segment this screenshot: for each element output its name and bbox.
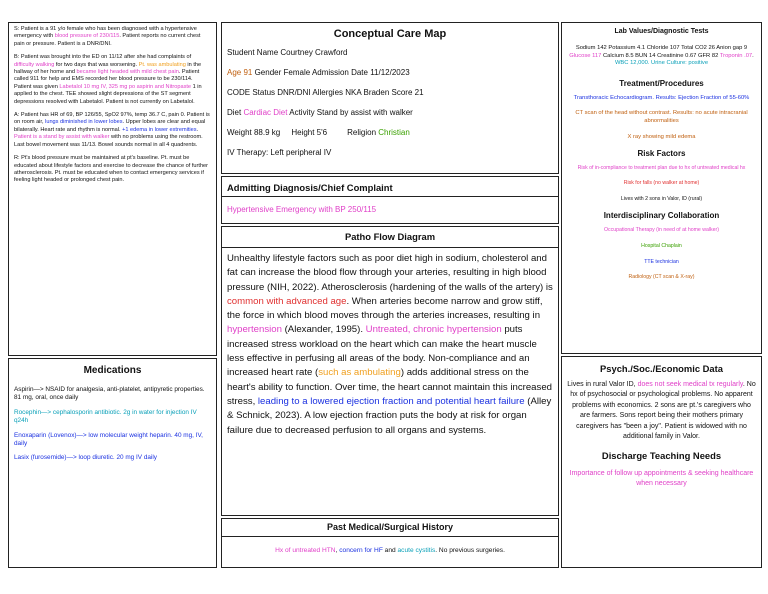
labs-title: Lab Values/Diagnostic Tests [614,28,709,35]
text-run: Untreated, chronic hypertension [365,324,502,336]
med-item: Rocephin—> cephalosporin antibiotic. 2g in water for injection IV q24h [14,408,197,425]
text-run: . Upper lobes are clear and equal bilaterally. Heart rate and rhythm is normal. [14,119,206,133]
text-run: difficulty walking [14,61,55,68]
teaching-text: Importance of follow up appointments & seeking healthcare when necessary [569,470,754,488]
diet-activity [227,108,553,118]
text-run: lungs diminished in lower lobes [45,119,123,126]
gender-admission: Gender Female Admission Date 11/12/2023 [252,68,410,77]
code-status: CODE Status DNR/DNI Allergies NKA Braden Score 21 [227,88,424,97]
med-item: Lasix (furosemide)—> loop diuretic. 20 mg IV daily [14,454,157,462]
text-run: concern for HF [339,547,383,554]
medications-list [14,386,211,463]
text-run: . [196,126,199,133]
treatment-item: Transthoracic Echocardiogram. Results: Ejection Fraction of 55-60% [573,94,750,101]
text-run: Patient is a stand by assist with walker [14,134,110,141]
iv-therapy: IV Therapy: Left peripheral IV [227,148,332,157]
text-run: became light headed with mild chest pain [76,69,179,76]
age-value: Age 91 [227,68,253,77]
risk-item: Lives with 2 sons in Valor, ID (rural) [620,195,703,202]
pmh-box [221,518,559,568]
diet-label: Diet [227,108,244,117]
text-run: R: Pt's blood pressure must be maintained at pt's baseline. Pt. must be educated about lifestyle factors and exercise to decrease the chance of further atherosclerosis. Pt. must be educated when to contact emergency services if feeling light headed or prolonged chest pain. [14,155,209,184]
text-run: +1 edema in lower extremities [122,126,197,133]
risk-item: Risk of in-compliance to treatment plan due to hx of untreated medical hx [577,165,746,172]
collab-title: Interdisciplinary Collaboration [603,211,720,221]
text-run: , [335,547,340,554]
text-run: hypertension [227,324,282,336]
weight-height-religion [227,128,553,138]
medications-title: Medications [83,365,142,376]
sbar-b [14,54,211,106]
text-run: blood pressure of 230/115 [54,33,120,40]
labs-values [567,45,756,68]
text-run: B: Patient was brought into the ED on 11/12 after she had complaints of [14,54,192,61]
collab-item: Occupational Therapy (in need of at home walker) [604,227,719,234]
diet-value: Cardiac Diet [243,108,288,117]
risk-item: Risk for falls (no walker at home) [623,180,700,187]
age-gender-admission [227,68,553,78]
text-run: Lives in rural Valor ID, [567,381,638,388]
page-title: Conceptual Care Map [333,28,447,40]
med-item: Aspirin—> NSAID for analgesia, anti-platelet, antipyretic properties. 81 mg, oral, once daily [14,386,205,402]
sbar-r [14,155,211,185]
text-run: acute cystitis [397,547,436,554]
text-run: . [752,52,754,59]
activity: Activity Stand by assist with walker [287,108,413,117]
text-run: WBC 12,000. Urine Culture: positive [614,60,709,67]
text-run: leading to a lowered ejection fraction and potential heart failure [257,395,525,407]
student-name: Student Name Courtney Crawford [227,48,348,57]
care-map-header-box [221,22,559,174]
text-run: such as ambulating [318,367,401,379]
text-run: S: Patient is a 91 y/o female who has been diagnosed with a hypertensive emergency with [14,26,197,40]
text-run: common with advanced age [227,295,347,307]
psych-text [567,380,756,442]
text-run: Glucose 117 [569,52,602,59]
risk-title: Risk Factors [637,149,686,159]
treatment-item: X ray showing mild edema [627,133,696,140]
text-run: Calcium 8.5 BUN 14 Creatinine 0.67 GFR 82 [601,52,720,59]
collab-item: Radiology (CT scan & X-ray) [628,274,695,281]
text-run: ) adds additional stress on the heart's ability to function. Over time, the heart cannot maintain this increased stress, [227,367,552,407]
pmh-text [222,537,558,554]
admitting-title: Admitting Diagnosis/Chief Complaint [222,182,558,197]
admitting-box [221,176,559,224]
sbar-a [14,112,211,149]
text-run: with no problems using the restroom. Last bowel movement was 11/13. Bowel sounds normal in all 4 quadrents. [14,134,203,148]
medications-box [8,358,217,568]
sbar-s [14,26,211,48]
admitting-value: Hypertensive Emergency with BP 250/115 [227,205,377,214]
psych-title: Psych./Soc./Economic Data [600,363,723,374]
pmh-title: Past Medical/Surgical History [222,519,558,537]
patho-text [222,248,558,442]
text-run: puts increased stress workload on the heart which can make the heart muscle less effective in perfusing all areas of the body. Non-compliance and an increased heart rate ( [227,324,537,379]
collab-item: Hospital Chaplain [641,242,682,249]
sbar-box [8,22,217,356]
text-run: in the hallway of her home and [14,61,202,76]
med-item: Enoxaparin (Lovenox)—> low molecular weight heparin. 40 mg, IV, daily [14,431,203,448]
psych-box [561,356,762,568]
text-run: A: Patient has HR of 69, BP 126/55, SpO2 97%, temp 36.7 C, pain 0. Patient is on room air, [14,112,210,126]
text-run: Hx of untreated HTN [275,547,336,554]
text-run: . Patient reports no current chest pain or pressure. Patient is a DNR/DNI. [14,33,201,47]
text-run: . No previous surgeries. [435,547,505,554]
patho-box [221,226,559,516]
text-run: Troponin .07 [719,52,753,59]
text-run: for two days that was worsening. [54,61,139,68]
religion-value: Christian [378,128,410,137]
treatment-item: CT scan of the head without contrast. Results: no acute intracranial abnormalities [575,110,748,124]
weight-height: Weight 88.9 kg Height 5'6 Religion [227,128,379,137]
collab-item: TTE technician [644,258,679,265]
text-run: Labetalol 10 mg IV, 325 mg po aspirin and Nitropaste [59,83,192,90]
text-run: and [382,547,398,554]
text-run: Sodium 142 Potassium 4.1 Chloride 107 Total CO2 26 Anion gap 9 [575,45,748,51]
treatment-title: Treatment/Procedures [619,78,704,88]
text-run: does not seek medical tx regularly [637,381,743,388]
text-run: . No hx of psychosocial or psychological problems. No apparent problems with economics. 2 sons are pt.'s caregivers who are farmers. Sons report being their mothers primary caregivers has "been a joy". Patient is widowed with no additional family in Valor. [570,381,756,441]
text-run: (Alexander, 1995). [281,324,366,336]
text-run: 1 in applied to the chest. TEE showed slight depressions of the ST segment depressions resolved with Labetalol. Patient is not currently on Labetalol. [14,83,202,105]
text-run: . Patient called 911 for help and EMS recorded her blood pressure to be 230/114. Patient was given [14,69,200,90]
teaching-title: Discharge Teaching Needs [601,450,722,462]
text-run: . When arteries become narrow and grow stiff, the force in which blood moves through the arteries increases, resulting in [227,295,543,322]
text-run: Pt. was ambulating [138,61,186,68]
text-run: Unhealthy lifestyle factors such as poor diet high in sodium, cholesterol and fat can increase the blood flow through your arteries, resulting in high blood pressure (NIH, 2022). Atherosclerosis (hardening of the walls of the artery) is [227,253,553,293]
text-run: (Alley & Schnick, 2023). A low ejection fraction puts the body at risk for organ failure due to decreased perfusion to all organs and systems. [227,395,552,436]
patho-title: Patho Flow Diagram [222,227,558,248]
labs-box [561,22,762,354]
